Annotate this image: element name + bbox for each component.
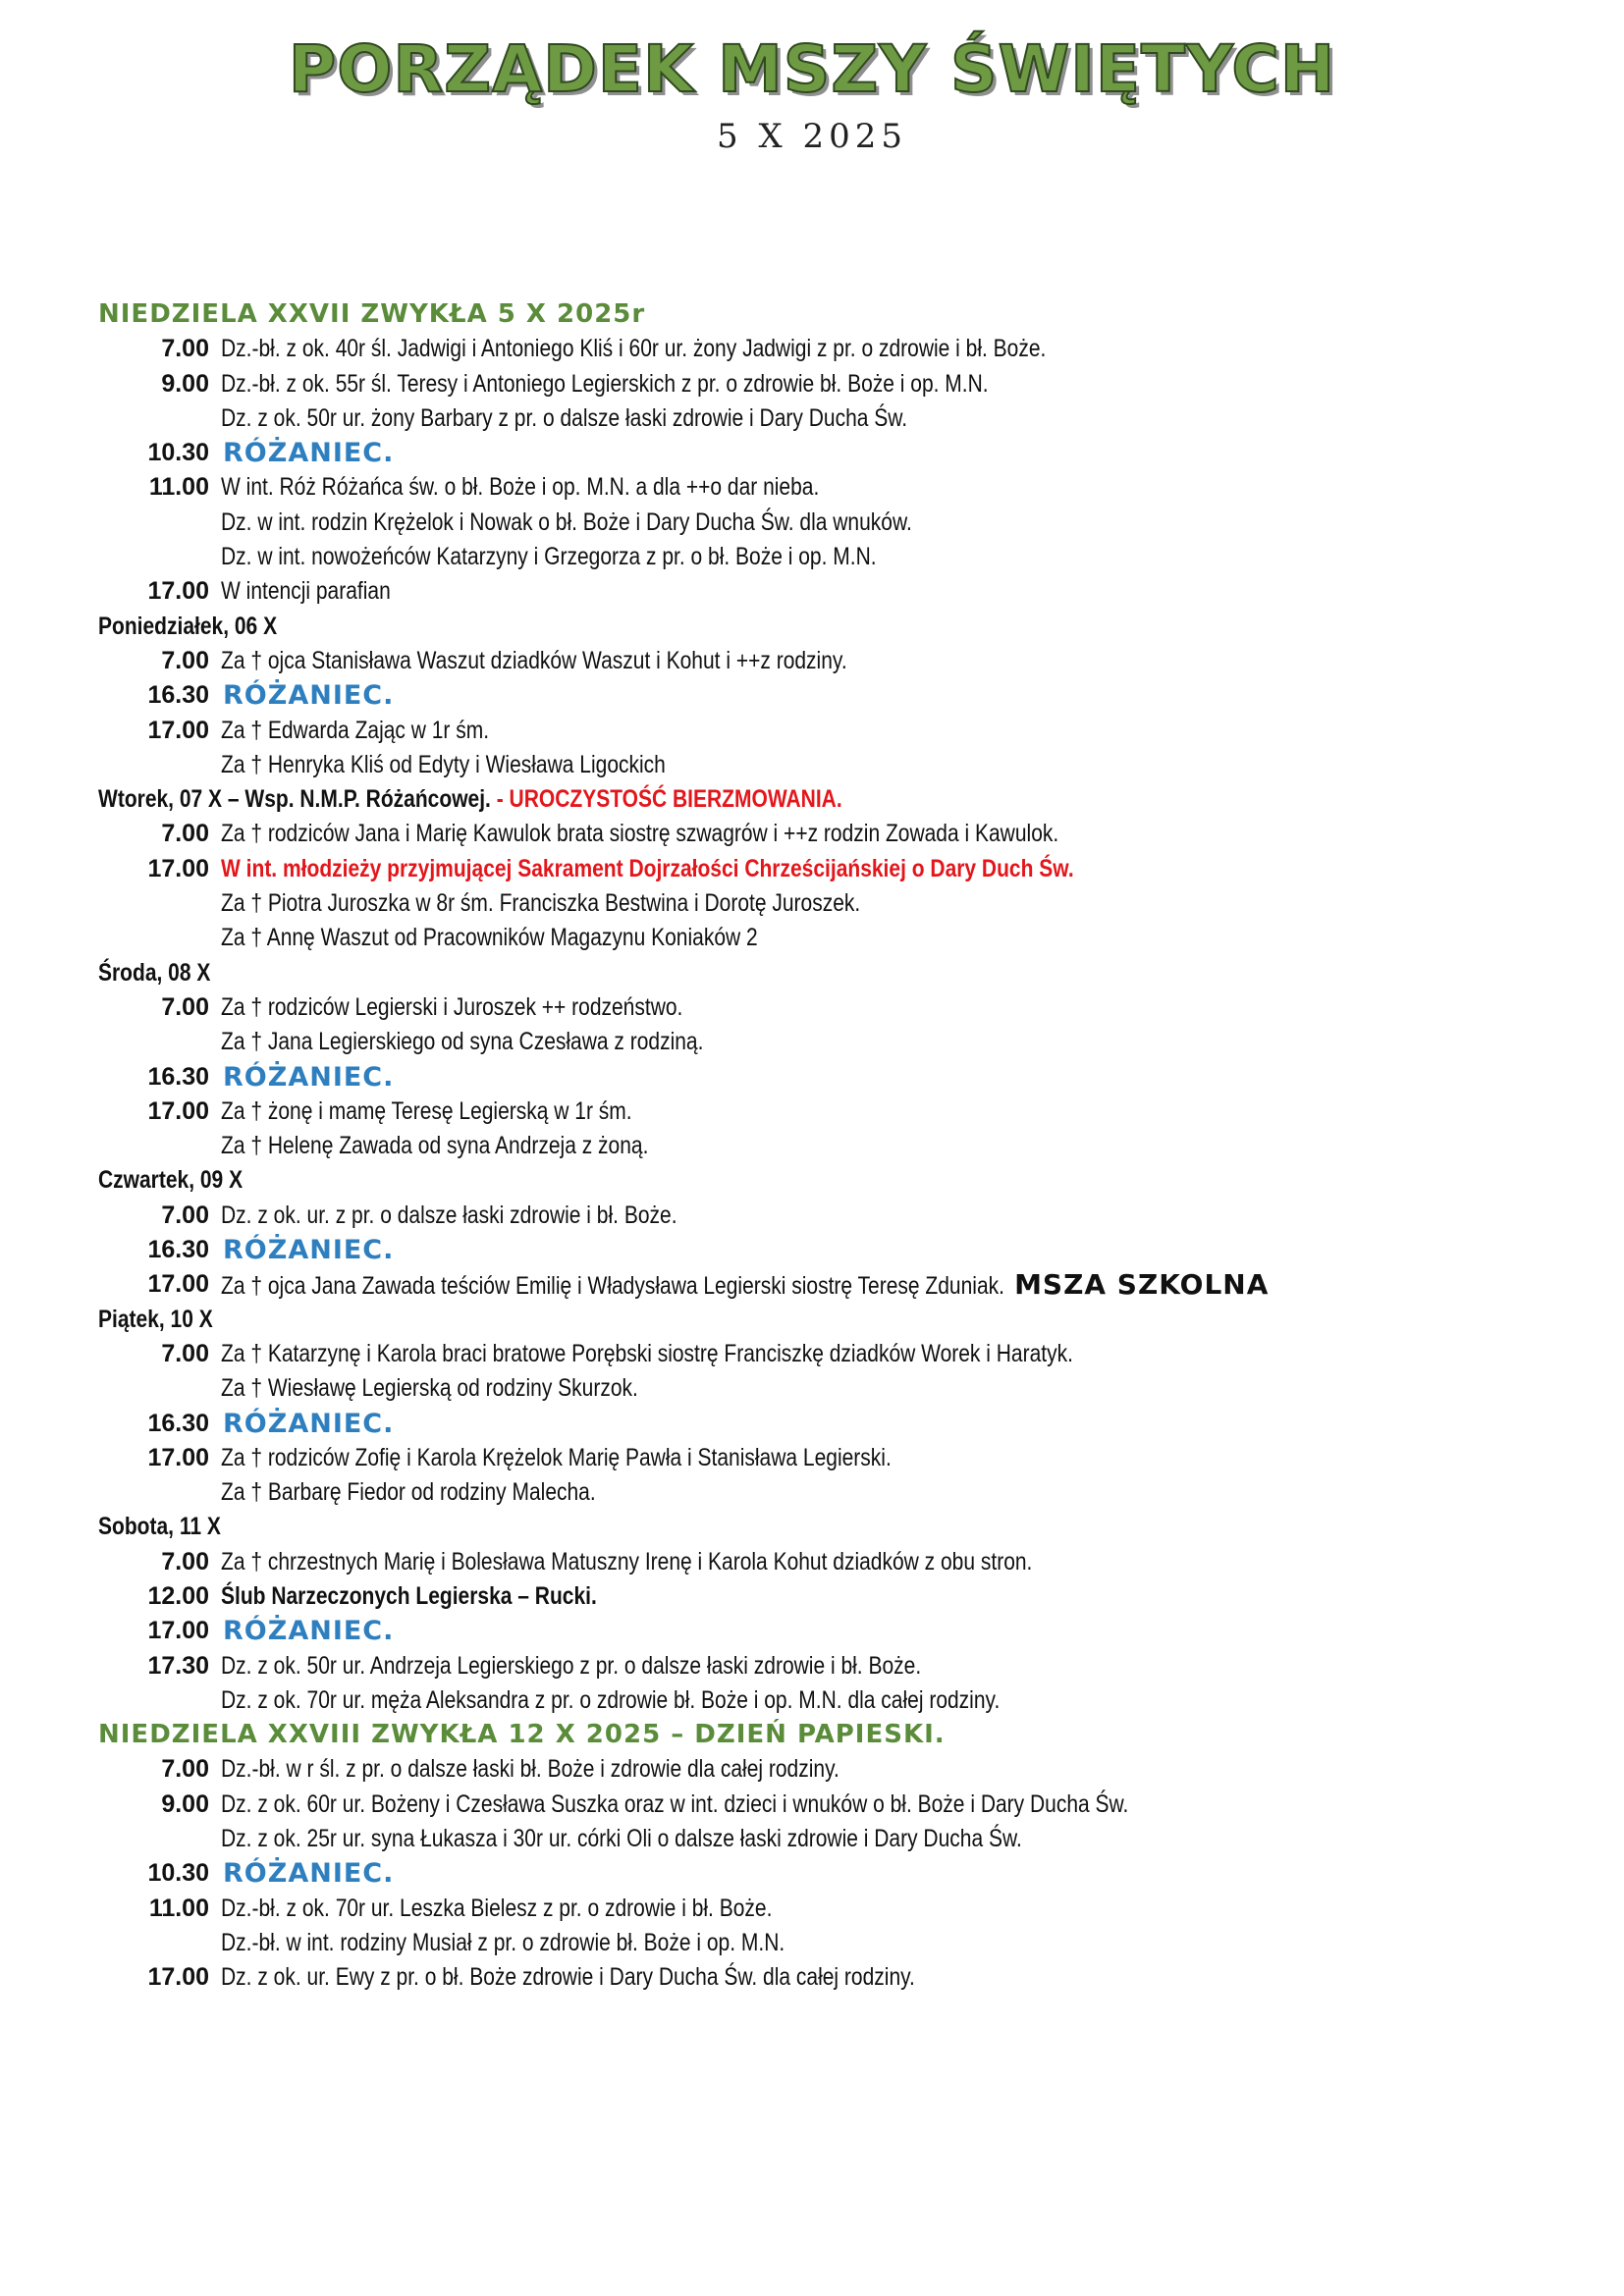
day-header-row — [98, 297, 1571, 332]
mass-intention: Ślub Narzeczonych Legierska – Rucki. — [221, 1581, 597, 1610]
page-title: PORZĄDEK MSZY ŚWIĘTYCH — [288, 31, 1336, 107]
mass-row — [98, 1095, 1571, 1129]
mass-intention: Dz. z ok. ur. z pr. o dalsze łaski zdrowie i bł. Boże. — [221, 1201, 677, 1229]
mass-row — [98, 1926, 1571, 1960]
mass-time: 7.00 — [161, 335, 209, 363]
sunday-header: NIEDZIELA XXVIII ZWYKŁA 12 X 2025 – DZIEŃ PAPIESKI. — [98, 1720, 946, 1750]
day-special-note: - UROCZYSTOŚĆ BIERZMOWANIA. — [490, 785, 842, 814]
page-date: 5 X 2025 — [717, 117, 907, 156]
mass-time: 7.00 — [161, 1201, 209, 1229]
mass-time: 17.00 — [147, 577, 209, 606]
rosary-label: RÓŻANIEC. — [223, 1616, 395, 1647]
mass-intention: Za † Annę Waszut od Pracowników Magazynu Koniaków 2 — [221, 924, 758, 952]
mass-row — [98, 1025, 1571, 1059]
mass-row — [98, 1683, 1571, 1718]
mass-row — [98, 1407, 1571, 1441]
rosary-label: RÓŻANIEC. — [223, 680, 395, 712]
mass-intention: Dz.-bł. z ok. 55r śl. Teresy i Antoniego Legierskich z pr. o zdrowie bł. Boże i op. M.N. — [221, 369, 989, 398]
mass-intention: Dz.-bł. w int. rodziny Musiał z pr. o zdrowie bł. Boże i op. M.N. — [221, 1928, 785, 1956]
mass-schedule — [98, 297, 1571, 1996]
mass-row — [98, 1545, 1571, 1579]
mass-intention: Za † rodziców Legierski i Juroszek ++ rodzeństwo. — [221, 992, 683, 1021]
day-header: Piątek, 10 X — [98, 1305, 213, 1333]
mass-intention: Za † Edwarda Zając w 1r śm. — [221, 716, 490, 744]
rosary-label: RÓŻANIEC. — [223, 438, 395, 469]
mass-row — [98, 506, 1571, 540]
mass-time: 7.00 — [161, 820, 209, 848]
mass-time: 17.00 — [147, 1096, 209, 1125]
mass-intention: Za † Jana Legierskiego od syna Czesława z rodziną. — [221, 1028, 704, 1056]
mass-row — [98, 1475, 1571, 1510]
mass-intention: Dz. w int. rodzin Krężelok i Nowak o bł. Boże i Dary Ducha Św. dla wnuków. — [221, 507, 912, 536]
mass-time: 17.00 — [147, 716, 209, 744]
mass-row — [98, 714, 1571, 748]
rosary-label: RÓŻANIEC. — [223, 1235, 395, 1266]
mass-row — [98, 401, 1571, 436]
mass-row — [98, 332, 1571, 366]
mass-intention: Za † Wiesławę Legierską od rodziny Skurzok. — [221, 1374, 638, 1403]
mass-row — [98, 1371, 1571, 1406]
mass-time: 7.00 — [161, 1547, 209, 1575]
mass-time: 17.00 — [147, 1963, 209, 1992]
mass-intention: Dz.-bł. z ok. 70r ur. Leszka Bielesz z pr. o zdrowie i bł. Boże. — [221, 1894, 773, 1922]
mass-row — [98, 678, 1571, 713]
mass-time: 17.00 — [147, 1443, 209, 1471]
mass-intention: Dz.-bł. z ok. 40r śl. Jadwigi i Antoniego Kliś i 60r ur. żony Jadwigi z pr. o zdrowie i bł. Boże. — [221, 335, 1047, 363]
day-header-row — [98, 1510, 1571, 1544]
mass-time: 11.00 — [148, 473, 209, 502]
mass-intention: Za † Katarzynę i Karola braci bratowe Porębski siostrę Franciszkę dziadków Worek i Haratyk. — [221, 1339, 1073, 1367]
mass-time: 16.30 — [147, 1062, 209, 1091]
day-header-row — [98, 956, 1571, 990]
mass-row — [98, 644, 1571, 678]
mass-intention: Za † ojca Stanisława Waszut dziadków Waszut i Kohut i ++z rodziny. — [221, 646, 847, 674]
mass-row — [98, 1579, 1571, 1614]
mass-time: 16.30 — [147, 1236, 209, 1264]
day-header-row — [98, 782, 1571, 817]
mass-time: 9.00 — [161, 369, 209, 398]
mass-intention: Za † chrzestnych Marię i Bolesława Matuszny Irenę i Karola Kohut dziadków z obu stron. — [221, 1547, 1033, 1575]
mass-intention: Za † rodziców Zofię i Karola Krężelok Marię Pawła i Stanisława Legierski. — [221, 1443, 892, 1471]
mass-row — [98, 1441, 1571, 1475]
mass-time: 17.00 — [147, 854, 209, 882]
day-header: Poniedziałek, 06 X — [98, 612, 278, 640]
mass-row — [98, 921, 1571, 955]
mass-intention: Dz. z ok. 50r ur. Andrzeja Legierskiego z pr. o dalsze łaski zdrowie i bł. Boże. — [221, 1651, 922, 1680]
mass-time: 10.30 — [147, 1859, 209, 1888]
mass-intention: Dz. z ok. 50r ur. żony Barbary z pr. o dalsze łaski zdrowie i Dary Ducha Św. — [221, 403, 908, 432]
mass-row — [98, 1788, 1571, 1822]
mass-intention: W int. młodzieży przyjmującej Sakrament Dojrzałości Chrześcijańskiej o Dary Duch Św. — [221, 854, 1074, 882]
day-header: Sobota, 11 X — [98, 1513, 221, 1541]
mass-intention: Za † Helenę Zawada od syna Andrzeja z żoną. — [221, 1132, 649, 1160]
mass-intention: Za † rodziców Jana i Marię Kawulok brata siostrę szwagrów i ++z rodzin Zowada i Kawulok. — [221, 820, 1059, 848]
mass-row — [98, 1233, 1571, 1267]
day-header: Środa, 08 X — [98, 958, 211, 987]
day-header-row — [98, 1163, 1571, 1198]
mass-time: 9.00 — [161, 1789, 209, 1818]
mass-row — [98, 1060, 1571, 1095]
mass-intention: Za † Barbarę Fiedor od rodziny Malecha. — [221, 1478, 596, 1507]
mass-row — [98, 1822, 1571, 1856]
mass-time: 7.00 — [161, 1339, 209, 1367]
mass-time: 17.30 — [147, 1651, 209, 1680]
mass-intention: W intencji parafian — [221, 577, 391, 606]
mass-intention: W int. Róż Różańca św. o bł. Boże i op. M.N. a dla ++o dar nieba. — [221, 473, 820, 502]
mass-intention: Dz. z ok. ur. Ewy z pr. o bł. Boże zdrowie i Dary Ducha Św. dla całej rodziny. — [221, 1963, 915, 1992]
mass-row — [98, 1199, 1571, 1233]
mass-row — [98, 367, 1571, 401]
mass-row — [98, 1892, 1571, 1926]
day-header: Wtorek, 07 X – Wsp. N.M.P. Różańcowej. - UROCZYSTOŚĆ BIERZMOWANIA. — [98, 785, 842, 814]
mass-row — [98, 540, 1571, 574]
mass-intention: Dz. z ok. 25r ur. syna Łukasza i 30r ur. córki Oli o dalsze łaski zdrowie i Dary Ducha Św. — [221, 1825, 1022, 1853]
mass-row — [98, 886, 1571, 921]
mass-intention: Dz. z ok. 70r ur. męża Aleksandra z pr. o zdrowie bł. Boże i op. M.N. dla całej rodziny. — [221, 1685, 1001, 1714]
mass-row — [98, 852, 1571, 886]
mass-intention: Za † Piotra Juroszka w 8r śm. Franciszka Bestwina i Dorotę Juroszek. — [221, 889, 861, 918]
day-header-row — [98, 1303, 1571, 1337]
mass-time: 17.00 — [147, 1270, 209, 1299]
day-header-row — [98, 610, 1571, 644]
mass-row — [98, 574, 1571, 609]
school-mass-label: MSZA SZKOLNA — [1014, 1268, 1270, 1302]
mass-row — [98, 748, 1571, 782]
mass-time: 11.00 — [148, 1894, 209, 1922]
mass-row — [98, 436, 1571, 470]
mass-row — [98, 1856, 1571, 1891]
mass-time: 7.00 — [161, 646, 209, 674]
mass-intention: Za † Henryka Kliś od Edyty i Wiesława Ligockich — [221, 750, 666, 778]
mass-row — [98, 1752, 1571, 1787]
mass-row — [98, 817, 1571, 851]
mass-row — [98, 1614, 1571, 1648]
mass-row — [98, 1649, 1571, 1683]
mass-time: 7.00 — [161, 992, 209, 1021]
mass-time: 10.30 — [147, 439, 209, 467]
mass-time: 7.00 — [161, 1755, 209, 1784]
rosary-label: RÓŻANIEC. — [223, 1408, 395, 1439]
mass-intention: Za † ojca Jana Zawada teściów Emilię i Władysława Legierski siostrę Teresę Zduniak. MSZA SZKOLNA — [221, 1268, 1270, 1302]
day-header: Czwartek, 09 X — [98, 1166, 244, 1195]
rosary-label: RÓŻANIEC. — [223, 1858, 395, 1890]
sunday-header: NIEDZIELA XXVII ZWYKŁA 5 X 2025r — [98, 299, 646, 329]
mass-row — [98, 1129, 1571, 1163]
mass-time: 16.30 — [147, 1409, 209, 1437]
day-header-row — [98, 1718, 1571, 1752]
mass-intention: Dz.-bł. w r śl. z pr. o dalsze łaski bł. Boże i zdrowie dla całej rodziny. — [221, 1755, 839, 1784]
mass-intention: Dz. z ok. 60r ur. Bożeny i Czesława Suszka oraz w int. dzieci i wnuków o bł. Boże i Dary Ducha Św. — [221, 1789, 1129, 1818]
mass-time: 17.00 — [147, 1617, 209, 1645]
mass-row — [98, 1337, 1571, 1371]
mass-time: 12.00 — [147, 1581, 209, 1610]
mass-row — [98, 470, 1571, 505]
mass-intention: Za † żonę i mamę Teresę Legierską w 1r śm. — [221, 1096, 632, 1125]
mass-row — [98, 1960, 1571, 1995]
mass-time: 16.30 — [147, 681, 209, 710]
mass-row — [98, 990, 1571, 1025]
mass-intention: Dz. w int. nowożeńców Katarzyny i Grzegorza z pr. o bł. Boże i op. M.N. — [221, 543, 877, 571]
rosary-label: RÓŻANIEC. — [223, 1061, 395, 1093]
mass-row — [98, 1267, 1571, 1302]
